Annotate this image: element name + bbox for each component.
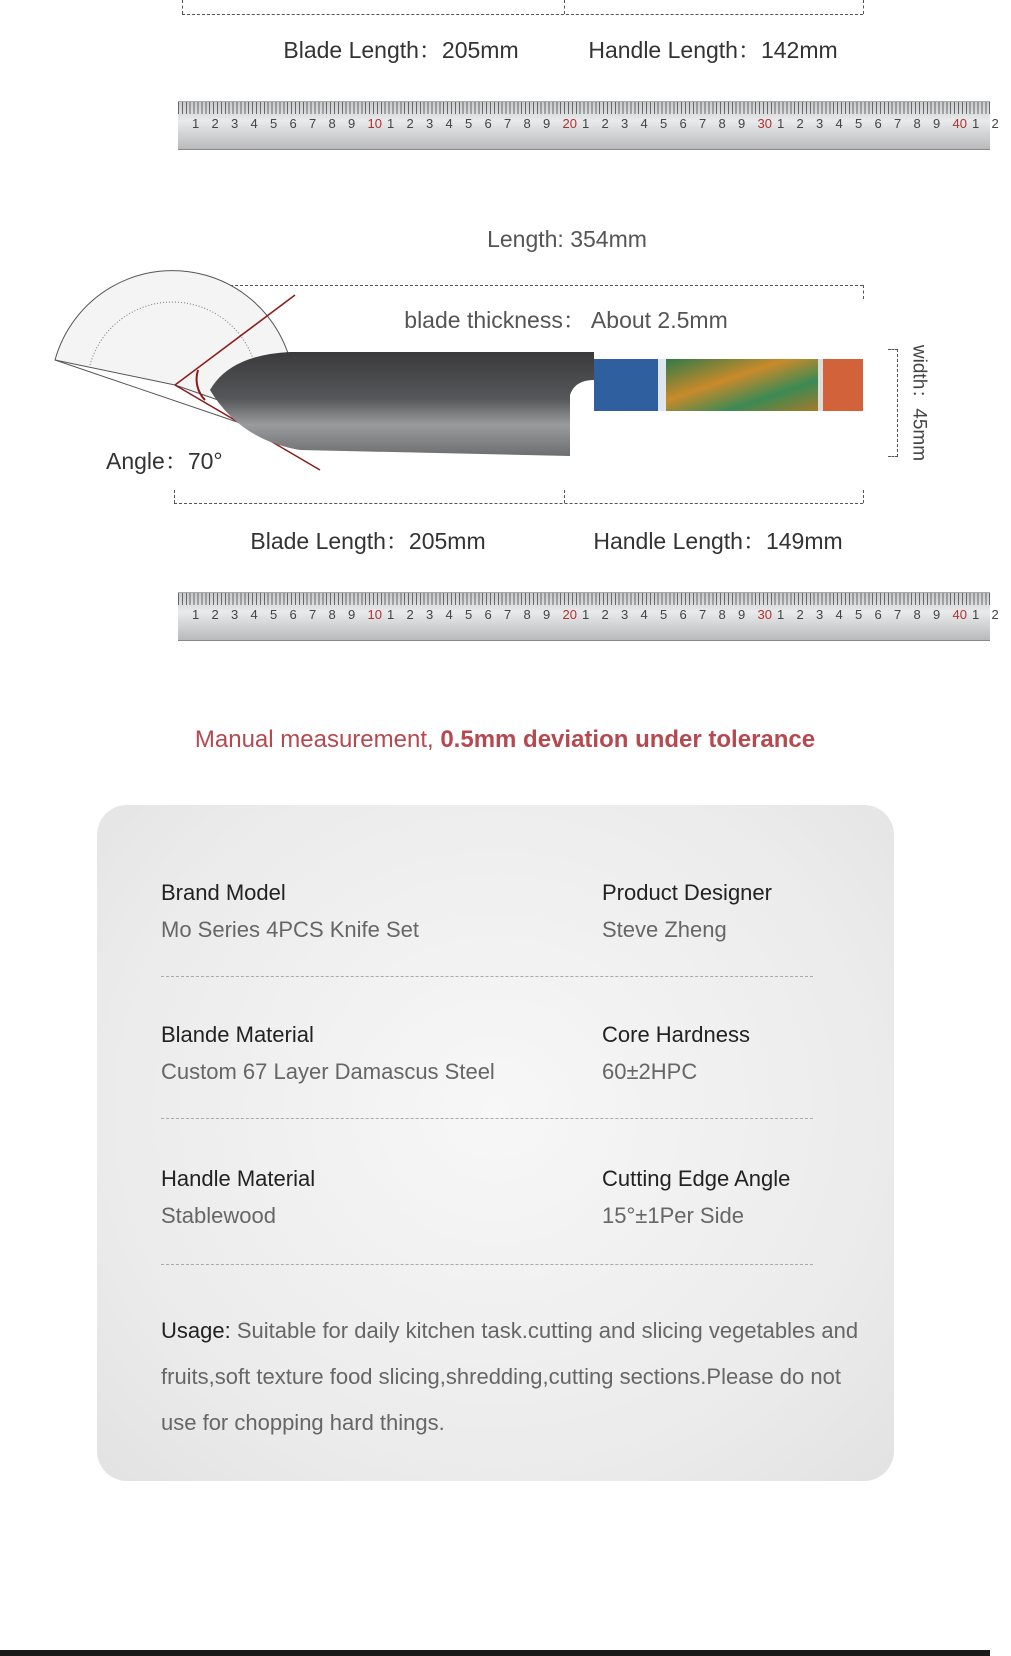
ruler-number: 1 xyxy=(972,116,980,131)
ruler-number: 3 xyxy=(426,116,434,131)
ruler xyxy=(178,592,999,641)
ruler-number: 2 xyxy=(991,607,999,622)
spec-value: 15°±1Per Side xyxy=(602,1203,744,1228)
ruler-number: 4 xyxy=(640,116,648,131)
ruler-number: 5 xyxy=(855,116,863,131)
ruler-number: 4 xyxy=(640,607,648,622)
total-length: Length: 354mm xyxy=(487,226,647,252)
ruler-number: 3 xyxy=(621,607,629,622)
ruler-number: 1 xyxy=(192,116,200,131)
spec-label: Core Hardness xyxy=(602,1022,750,1047)
ruler-number: 10 xyxy=(367,607,382,622)
ruler-number: 8 xyxy=(523,607,531,622)
ruler-number: 4 xyxy=(250,116,258,131)
ruler-number: 6 xyxy=(874,116,882,131)
ruler-number: 5 xyxy=(270,116,278,131)
spec-label: Handle Material xyxy=(161,1166,316,1191)
ruler xyxy=(178,101,999,150)
ruler-number: 1 xyxy=(777,607,785,622)
ruler-number: 7 xyxy=(894,607,902,622)
divider xyxy=(161,976,813,977)
ruler-number: 1 xyxy=(582,116,590,131)
knife-width: width：45mm xyxy=(908,344,930,462)
ruler-number: 4 xyxy=(445,607,453,622)
bottom-handle-length: Handle Length：149mm xyxy=(593,528,843,554)
usage-text: Usage: Suitable for daily kitchen task.cutting and slicing vegetables and fruits,soft texture food slicing,shredding,cutting sections.Please do not use for chopping hard things. xyxy=(161,1318,859,1435)
ruler-number: 6 xyxy=(289,116,297,131)
ruler-number: 4 xyxy=(835,607,843,622)
ruler-number: 8 xyxy=(913,116,921,131)
spec-label: Brand Model xyxy=(161,880,286,905)
ruler-number: 4 xyxy=(250,607,258,622)
dimension-tick xyxy=(863,0,864,14)
ruler-number: 6 xyxy=(289,607,297,622)
ruler-number: 8 xyxy=(328,607,336,622)
ruler-number: 3 xyxy=(426,607,434,622)
spec-label: Cutting Edge Angle xyxy=(602,1166,791,1191)
ruler-number: 3 xyxy=(816,116,824,131)
ruler-number: 8 xyxy=(328,116,336,131)
angle-label: Angle：70° xyxy=(106,448,223,474)
ruler-number: 1 xyxy=(192,607,200,622)
tolerance-note: Manual measurement, 0.5mm deviation under tolerance xyxy=(194,726,816,753)
spec-label: Product Designer xyxy=(602,880,772,905)
knife-blade xyxy=(210,352,594,456)
bottom-blade-length: Blade Length：205mm xyxy=(250,528,486,554)
ruler-number: 7 xyxy=(309,116,317,131)
ruler-number: 5 xyxy=(855,607,863,622)
blade-thickness: blade thickness： About 2.5mm xyxy=(404,307,728,333)
ruler-number: 7 xyxy=(309,607,317,622)
ruler-number: 3 xyxy=(621,116,629,131)
top-blade-length: Blade Length：205mm xyxy=(283,37,519,63)
ruler-number: 6 xyxy=(679,607,687,622)
handle-end-cap xyxy=(823,359,863,411)
ruler-number: 1 xyxy=(387,116,395,131)
dimension-tick xyxy=(564,490,565,503)
ruler-number: 8 xyxy=(523,116,531,131)
ruler-number: 9 xyxy=(933,116,941,131)
dimension-tick xyxy=(863,490,864,503)
dimension-line xyxy=(182,14,863,15)
ruler-number: 1 xyxy=(972,607,980,622)
ruler-number: 3 xyxy=(816,607,824,622)
ruler-number: 4 xyxy=(445,116,453,131)
ruler-number: 2 xyxy=(601,607,609,622)
ruler-number: 3 xyxy=(231,116,239,131)
ruler-number: 30 xyxy=(757,607,772,622)
ruler-number: 2 xyxy=(406,116,414,131)
footer-bar xyxy=(0,1650,990,1656)
ruler-number: 9 xyxy=(348,607,356,622)
spec-value: Mo Series 4PCS Knife Set xyxy=(161,917,420,942)
ruler-number: 40 xyxy=(952,607,967,622)
ruler-number: 9 xyxy=(543,607,551,622)
ruler-number: 6 xyxy=(484,607,492,622)
dimension-line xyxy=(174,503,863,504)
ruler-number: 9 xyxy=(738,607,746,622)
ruler-number: 20 xyxy=(562,116,577,131)
spec-value: Custom 67 Layer Damascus Steel xyxy=(161,1059,495,1084)
ruler-number: 8 xyxy=(913,607,921,622)
top-handle-length: Handle Length：142mm xyxy=(588,37,838,63)
ruler-number: 8 xyxy=(718,116,726,131)
ruler-number: 6 xyxy=(484,116,492,131)
ruler-number: 2 xyxy=(211,607,219,622)
ruler-number: 5 xyxy=(660,607,668,622)
ruler-number: 30 xyxy=(757,116,772,131)
ruler-number: 2 xyxy=(796,116,804,131)
handle-stablewood-section xyxy=(666,359,818,411)
divider xyxy=(161,1264,813,1265)
ruler-number: 9 xyxy=(933,607,941,622)
ruler-number: 5 xyxy=(270,607,278,622)
ruler-number: 6 xyxy=(679,116,687,131)
dimension-tick xyxy=(174,490,175,503)
dimension-tick xyxy=(182,0,183,14)
spec-value: 60±2HPC xyxy=(602,1059,698,1084)
ruler-number: 20 xyxy=(562,607,577,622)
handle-blue-section xyxy=(594,359,658,411)
ruler-number: 2 xyxy=(601,116,609,131)
ruler-number: 1 xyxy=(777,116,785,131)
ruler-number: 9 xyxy=(543,116,551,131)
ruler-number: 5 xyxy=(465,607,473,622)
ruler-number: 7 xyxy=(699,116,707,131)
ruler-number: 5 xyxy=(465,116,473,131)
ruler-number: 40 xyxy=(952,116,967,131)
ruler-number: 10 xyxy=(367,116,382,131)
ruler-number: 7 xyxy=(699,607,707,622)
ruler-number: 2 xyxy=(991,116,999,131)
ruler-number: 7 xyxy=(504,607,512,622)
spec-value: Steve Zheng xyxy=(602,917,727,942)
ruler-number: 3 xyxy=(231,607,239,622)
ruler-number: 2 xyxy=(406,607,414,622)
ruler-number: 6 xyxy=(874,607,882,622)
ruler-number: 5 xyxy=(660,116,668,131)
ruler-number: 9 xyxy=(738,116,746,131)
divider xyxy=(161,1118,813,1119)
ruler-number: 9 xyxy=(348,116,356,131)
ruler-number: 7 xyxy=(894,116,902,131)
ruler-number: 2 xyxy=(796,607,804,622)
spec-value: Stablewood xyxy=(161,1203,276,1228)
dimension-tick xyxy=(564,0,565,14)
ruler-number: 8 xyxy=(718,607,726,622)
width-bracket xyxy=(888,349,898,457)
ruler-number: 4 xyxy=(835,116,843,131)
spec-label: Blande Material xyxy=(161,1022,314,1047)
ruler-number: 1 xyxy=(582,607,590,622)
ruler-number: 2 xyxy=(211,116,219,131)
ruler-number: 7 xyxy=(504,116,512,131)
ruler-number: 1 xyxy=(387,607,395,622)
